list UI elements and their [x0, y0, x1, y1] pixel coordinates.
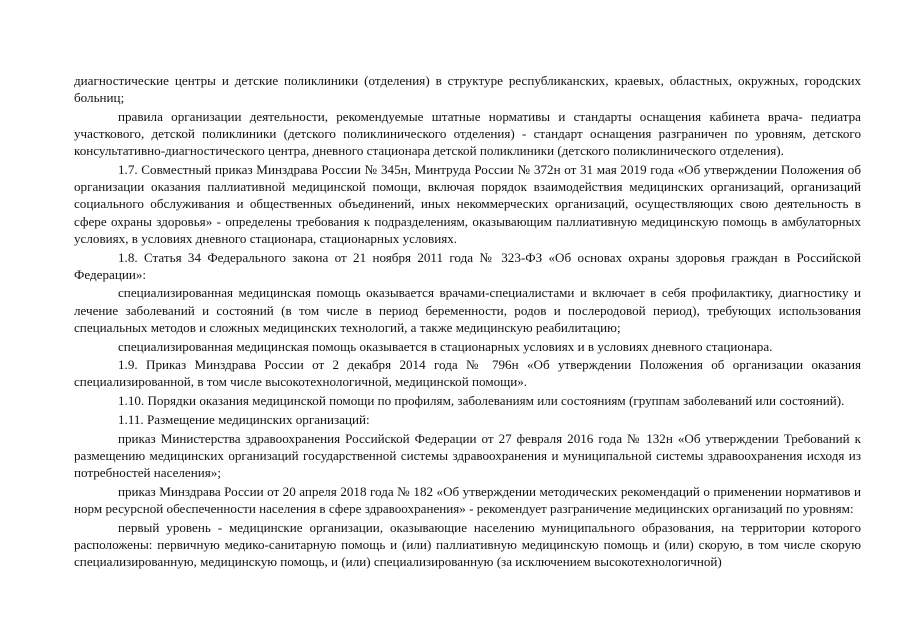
paragraph-first-level: первый уровень - медицинские организации, оказывающие населению муниципального образования, на территории которого расположены: первичную медико-санитарную помощь и (или) паллиативную медицинскую помощь и (или) скорую, в том числе скорую специализированную, медицинскую помощь, и (или) специализированную (за исключением высокотехнологичной) [74, 519, 861, 569]
paragraph-1-11-placement: 1.11. Размещение медицинских организаций: [118, 411, 370, 427]
paragraph-1-9-order-796n: 1.9. Приказ Минздрава России от 2 декабря 2014 года № 796н «Об утверждении Положения об организации оказания специализированной, в том числе высокотехнологичной, медицинской помощи». [74, 357, 861, 390]
paragraph-specialized-care-conditions: специализированная медицинская помощь оказывается в стационарных условиях и в условиях дневного стационара. [118, 338, 773, 354]
paragraph-1-10-care-procedures: 1.10. Порядки оказания медицинской помощи по профилям, заболеваниям или состояниям (группам заболеваний или состояний). [118, 393, 845, 409]
paragraph-1-8-article-34: 1.8. Статья 34 Федерального закона от 21 ноября 2011 года № 323-ФЗ «Об основах охраны здоровья граждан в Российской Федерации»: [74, 249, 861, 282]
paragraph-order-132n: приказ Министерства здравоохранения Российской Федерации от 27 февраля 2016 года № 132н «Об утверждении Требований к размещению медицинских организаций государственной системы здравоохранения и муниципальной системы здравоохранения исходя из потребностей населения»; [74, 430, 861, 480]
paragraph-diagnostic-centers: диагностические центры и детские поликлиники (отделения) в структуре республиканских, краевых, областных, окружных, городских больниц; [74, 73, 861, 106]
paragraph-specialized-care-definition: специализированная медицинская помощь оказывается врачами-специалистами и включает в себя профилактику, диагностику и лечение заболеваний и состояний (в том числе в период беременности, родов и послеродовой период), требующих использования специальных методов и сложных медицинских технологий, а также медицинскую реабилитацию; [74, 285, 861, 335]
paragraph-1-7-palliative-order: 1.7. Совместный приказ Минздрава России № 345н, Минтруда России № 372н от 31 мая 2019 года «Об утверждении Положения об организации оказания паллиативной медицинской помощи, включая порядок взаимодействия медицинских организаций, организаций социального обслуживания и общественных объединений, иных некоммерческих организаций, осуществляющих свою деятельность в сфере охраны здоровья» - определены требования к подразделениям, оказывающим паллиативную медицинскую помощь в амбулаторных условиях, в условиях дневного стационара, стационарных условиях. [74, 162, 861, 246]
paragraph-order-182: приказ Минздрава России от 20 апреля 2018 года № 182 «Об утверждении методических рекомендаций о применении нормативов и норм ресурсной обеспеченности населения в сфере здравоохранения» - рекомендует разграничение медицинских организаций по уровням: [74, 483, 861, 516]
paragraph-organization-rules: правила организации деятельности, рекомендуемые штатные нормативы и стандарты оснащения кабинета врача- педиатра участкового, детской поликлиники (детского поликлинического отделения) - стандарт оснащения разграничен по уровням, детского консультативно-диагностического центра, дневного стационара детской поликлиники (детского поликлинического отделения). [74, 108, 861, 159]
